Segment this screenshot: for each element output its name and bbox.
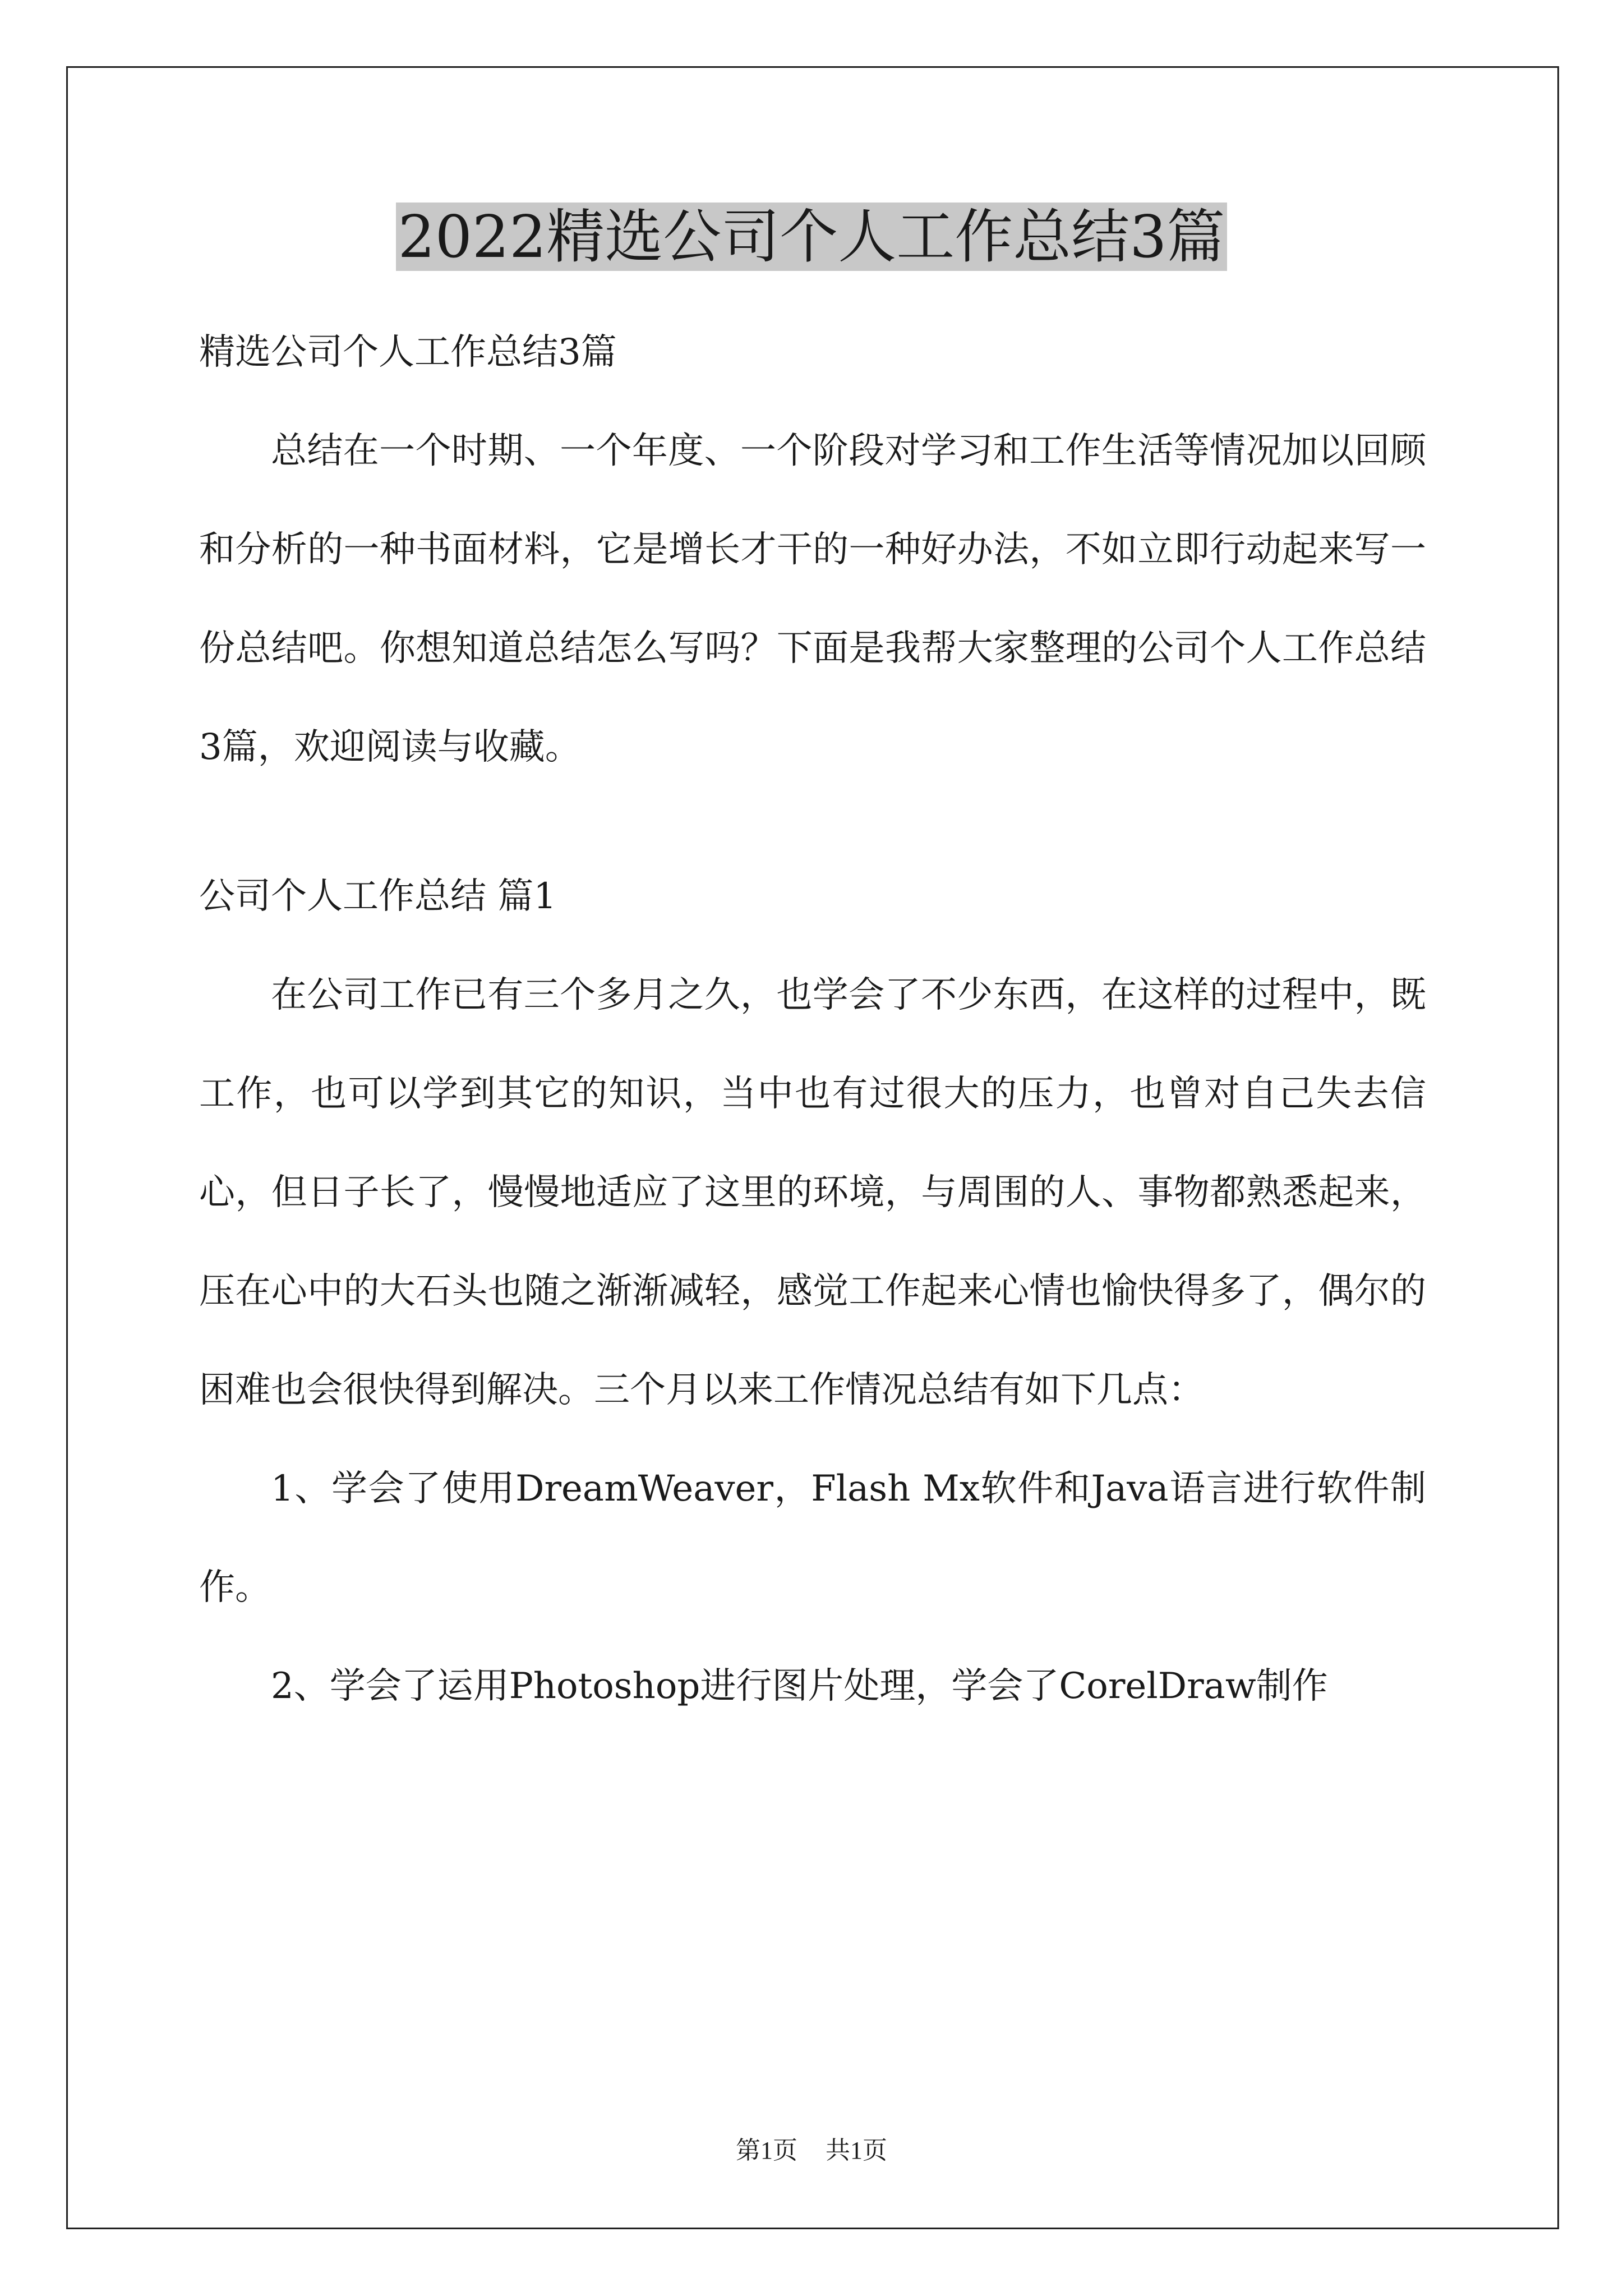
- page-number: 第1页: [736, 2137, 797, 2164]
- intro-paragraph: 总结在一个时期、一个年度、一个阶段对学习和工作生活等情况加以回顾和分析的一种书面材料，它是增长才干的一种好办法，不如立即行动起来写一份总结吧。你想知道总结怎么写吗？下面是我帮大家整理的公司个人工作总结3篇，欢迎阅读与收藏。: [199, 430, 1426, 768]
- section-heading: 公司个人工作总结 篇1: [199, 876, 557, 917]
- section-spacer: [199, 797, 1426, 847]
- body-paragraph: 在公司工作已有三个多月之久，也学会了不少东西，在这样的过程中，既工作，也可以学到其它的知识，当中也有过很大的压力，也曾对自己失去信心，但日子长了，慢慢地适应了这里的环境，与周围的人、事物都熟悉起来，压在心中的大石头也随之渐渐减轻，感觉工作起来心情也愉快得多了，偶尔的困难也会很快得到解决。三个月以来工作情况总结有如下几点：: [199, 974, 1426, 1411]
- document-body: [199, 303, 1426, 1736]
- document-subtitle: 精选公司个人工作总结3篇: [199, 332, 617, 373]
- page-total: 共1页: [826, 2137, 887, 2164]
- body-paragraph: 2、学会了运用Photoshop进行图片处理，学会了CorelDraw制作: [271, 1665, 1328, 1707]
- page-footer: [0, 2134, 1623, 2168]
- document-title: [0, 197, 1623, 276]
- document-title-text: 2022精选公司个人工作总结3篇: [396, 203, 1228, 271]
- body-paragraph: 1、学会了使用DreamWeaver，Flash Mx软件和Java语言进行软件制作。: [199, 1468, 1426, 1608]
